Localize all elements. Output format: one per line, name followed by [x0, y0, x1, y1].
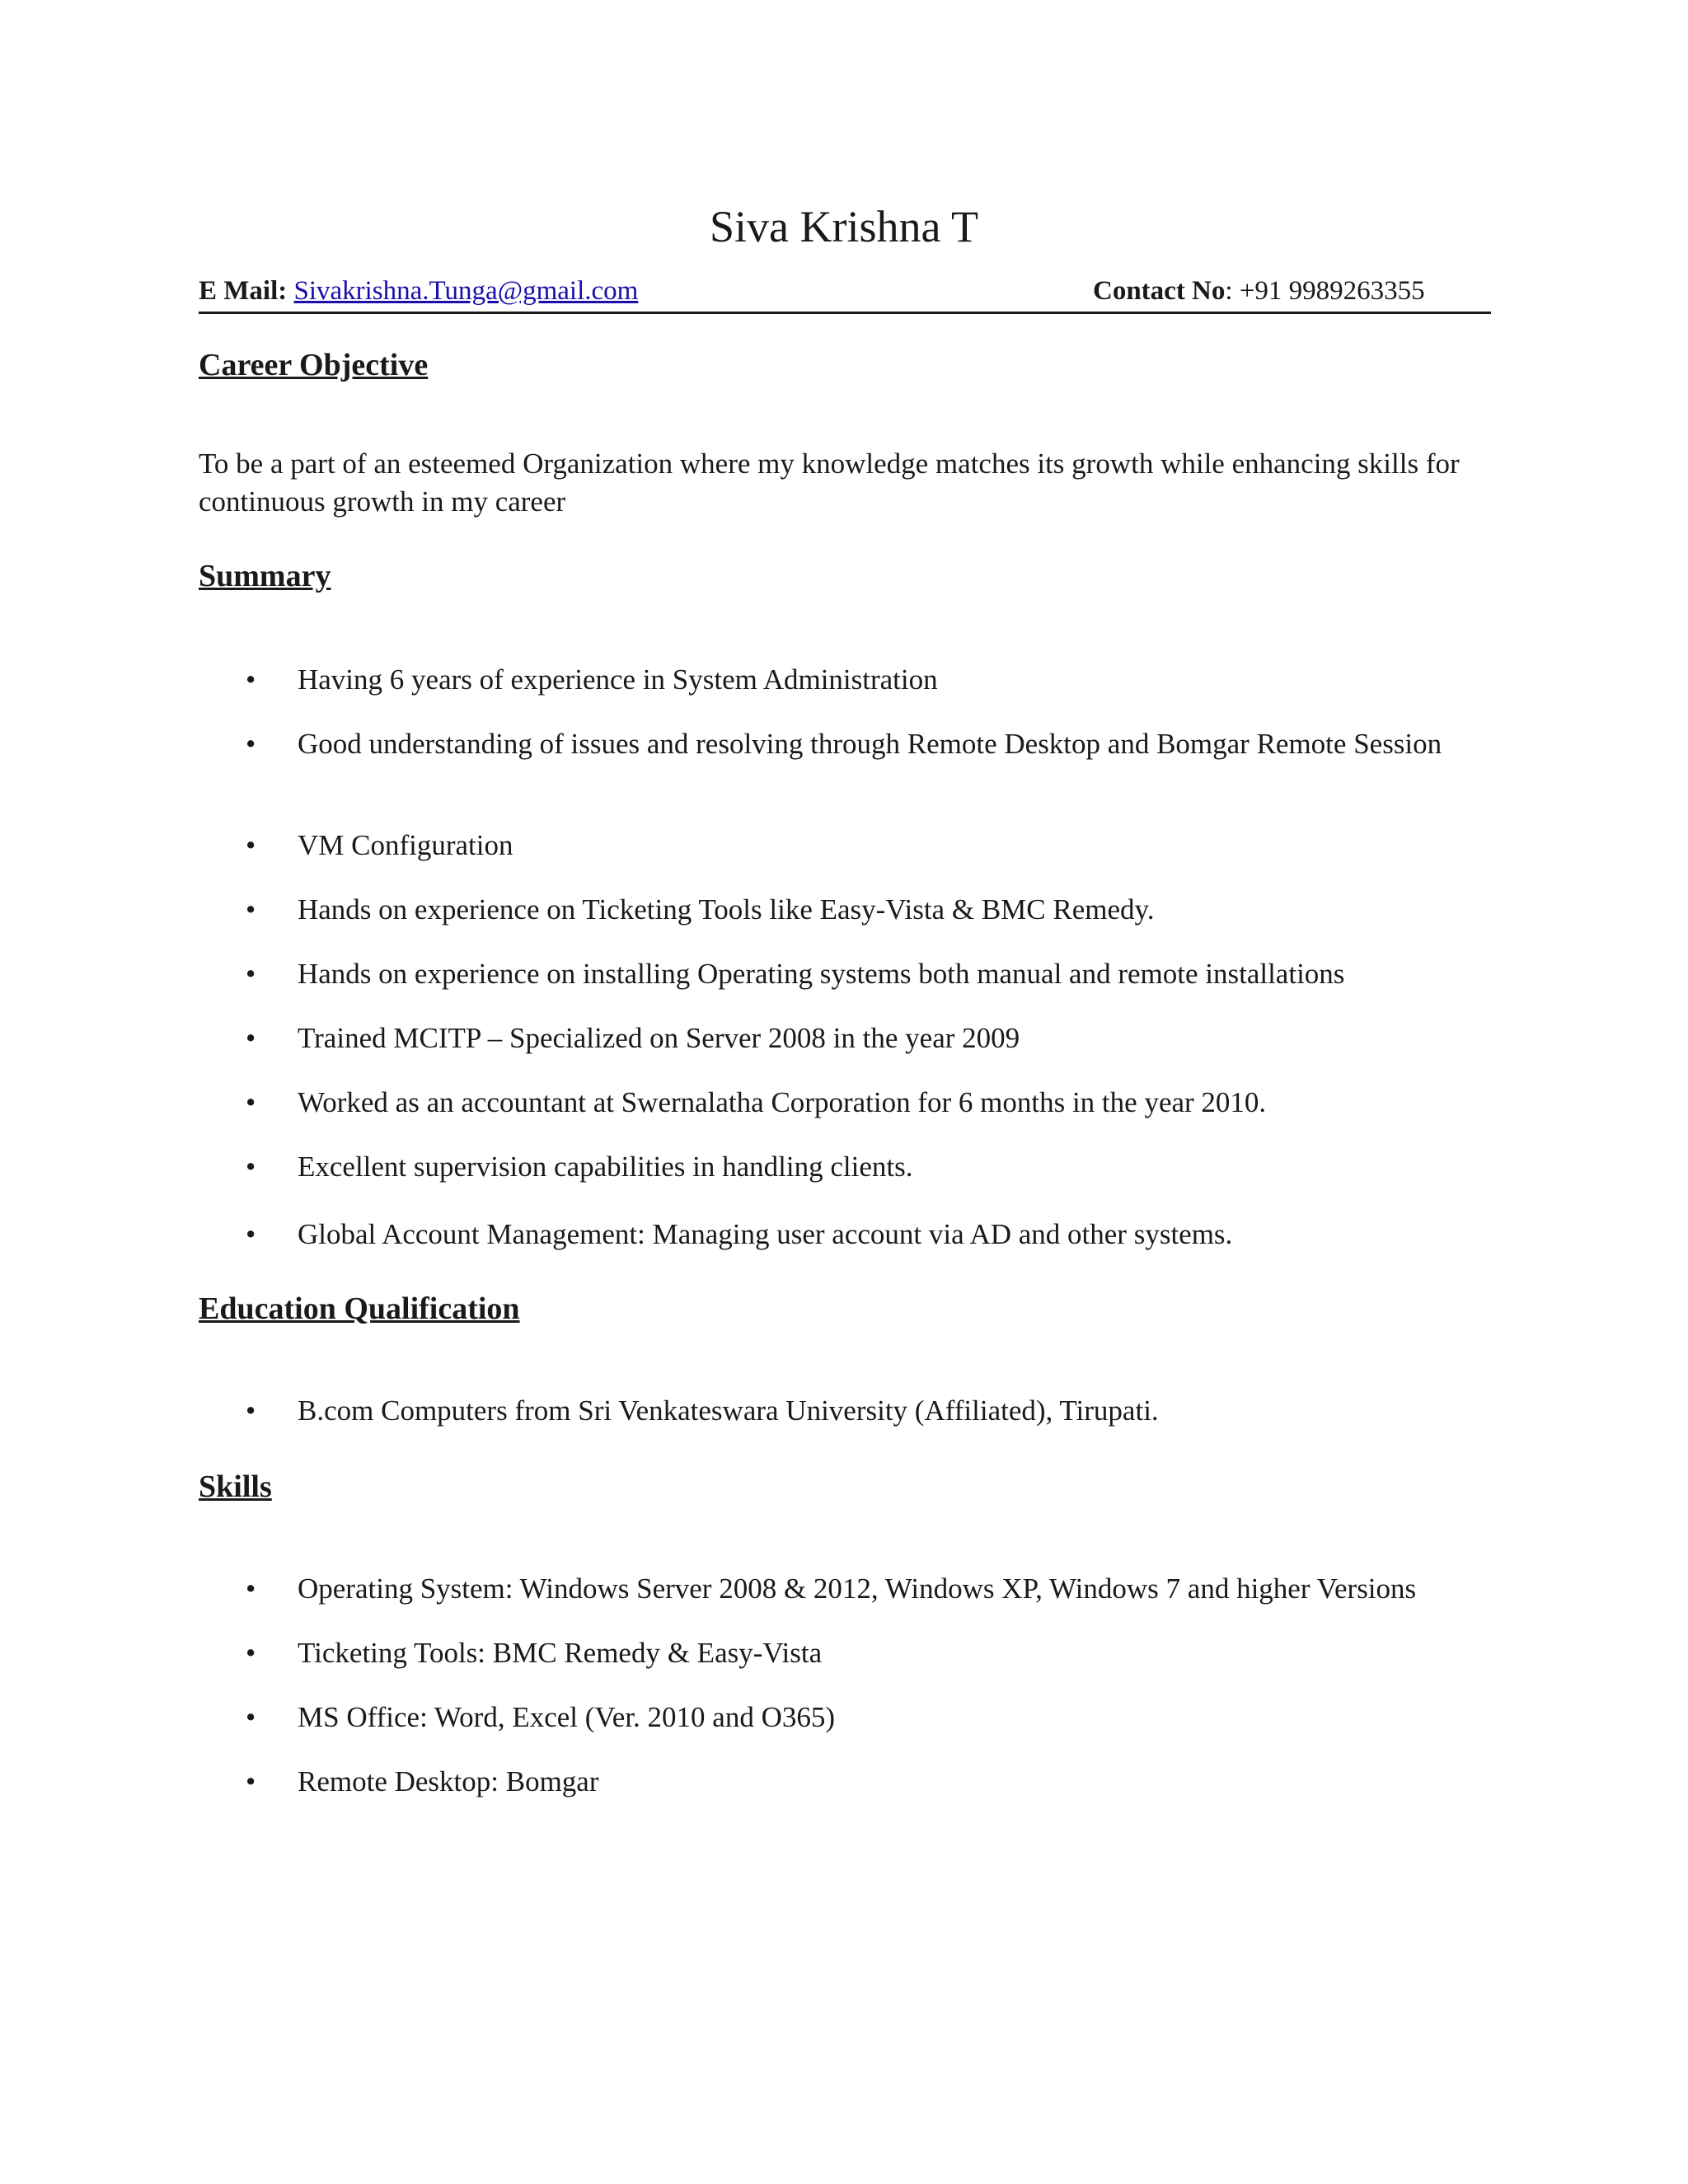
summary-item: Excellent supervision capabilities in handling clients.: [298, 1151, 913, 1183]
summary-item: Hands on experience on installing Operating systems both manual and remote installations: [298, 958, 1345, 990]
bullet-icon: •: [246, 958, 256, 990]
skills-heading: Skills: [199, 1469, 272, 1504]
bullet-icon: •: [246, 1637, 256, 1669]
email-link[interactable]: Sivakrishna.Tunga@gmail.com: [293, 276, 639, 306]
skills-item: Ticketing Tools: BMC Remedy & Easy-Vista: [298, 1637, 823, 1669]
phone-number: : +91 9989263355: [1225, 276, 1425, 306]
email-label: E Mail:: [199, 276, 288, 306]
summary-heading: Summary: [199, 559, 331, 593]
skills-item: Operating System: Windows Server 2008 & 2012, Windows XP, Windows 7 and higher Versions: [298, 1572, 1417, 1605]
bullet-icon: •: [246, 663, 256, 696]
candidate-name: Siva Krishna T: [710, 202, 978, 251]
education-item: B.com Computers from Sri Venkateswara University (Affiliated), Tirupati.: [298, 1394, 1159, 1427]
bullet-icon: •: [246, 728, 256, 760]
bullet-icon: •: [246, 1086, 256, 1118]
summary-item: Having 6 years of experience in System Administration: [298, 663, 938, 696]
bullet-icon: •: [246, 893, 256, 926]
summary-item: Good understanding of issues and resolving through Remote Desktop and Bomgar Remote Session: [298, 728, 1442, 760]
career-objective-text: To be a part of an esteemed Organization where my knowledge matches its growth while enhancing skills for continuous growth in my career: [199, 448, 1460, 518]
bullet-icon: •: [246, 829, 256, 861]
summary-item: Trained MCITP – Specialized on Server 2008 in the year 2009: [298, 1022, 1020, 1054]
skills-item: MS Office: Word, Excel (Ver. 2010 and O365): [298, 1701, 836, 1733]
summary-item: Hands on experience on Ticketing Tools like Easy-Vista & BMC Remedy.: [298, 893, 1155, 926]
bullet-icon: •: [246, 1572, 256, 1605]
email-block: [199, 274, 638, 308]
bullet-icon: •: [246, 1151, 256, 1183]
bullet-icon: •: [246, 1701, 256, 1733]
education-heading: Education Qualification: [199, 1291, 520, 1326]
skills-item: Remote Desktop: Bomgar: [298, 1765, 599, 1797]
bullet-icon: •: [246, 1218, 256, 1250]
summary-item: Worked as an accountant at Swernalatha Corporation for 6 months in the year 2010.: [298, 1086, 1267, 1118]
career-objective-heading: Career Objective: [199, 348, 429, 382]
phone-block: [1093, 274, 1425, 308]
bullet-icon: •: [246, 1022, 256, 1054]
bullet-icon: •: [246, 1394, 256, 1427]
summary-item: Global Account Management: Managing user account via AD and other systems.: [298, 1218, 1233, 1250]
summary-item: VM Configuration: [298, 829, 513, 861]
contact-row: [199, 274, 1491, 314]
bullet-icon: •: [246, 1765, 256, 1797]
phone-label: Contact No: [1093, 276, 1226, 306]
